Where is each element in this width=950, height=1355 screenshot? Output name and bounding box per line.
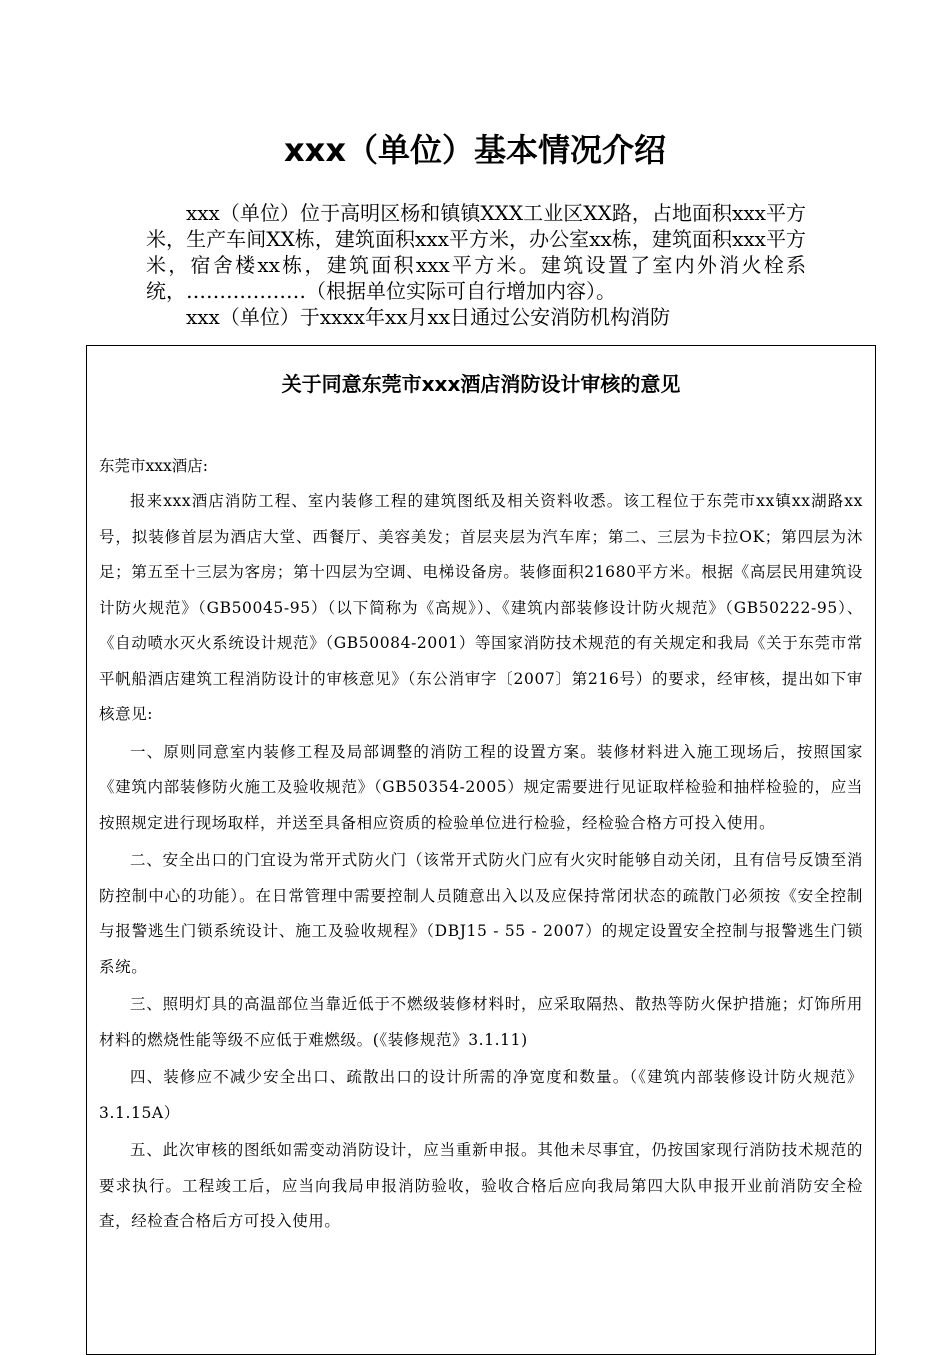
body-paragraph: 一、原则同意室内装修工程及局部调整的消防工程的设置方案。装修材料进入施工现场后，按照国家《建筑内部装修防火施工及验收规范》（GB50354-2005）规定需要进行见证取样检验和抽样检验的，应当按照规定进行现场取样，并送至具备相应资质的检验单位进行检验，经检验合格方可投入使用。 — [99, 742, 863, 832]
body-paragraph: 三、照明灯具的高温部位当靠近低于不燃级装修材料时，应采取隔热、散热等防火保护措施；灯饰所用材料的燃烧性能等级不应低于难燃级。(《装修规范》3.1.11) — [99, 995, 863, 1049]
body-paragraph: 二、安全出口的门宜设为常开式防火门（该常开式防火门应有火灾时能够自动关闭，且有信号反馈至消防控制中心的功能）。在日常管理中需要控制人员随意出入以及应保持常闭状态的疏散门必须按《安全控制与报警逃生门锁系统设计、施工及验收规程》（DBJ15 - 55 - 2007）的规定设置安全控制与报警逃生门锁系统。 — [99, 851, 863, 976]
page-title: xxx（单位）基本情况介绍 — [284, 131, 666, 169]
body-paragraph: 四、装修应不减少安全出口、疏散出口的设计所需的净宽度和数量。（《建筑内部装修设计防火规范》3.1.15A） — [99, 1068, 863, 1122]
approval-document — [86, 345, 876, 1355]
intro-section — [146, 200, 806, 330]
body-paragraph: 报来xxx酒店消防工程、室内装修工程的建筑图纸及相关资料收悉。该工程位于东莞市xx镇xx湖路xx号，拟装修首层为酒店大堂、西餐厅、美容美发；首层夹层为汽车库；第二、三层为卡拉OK；第四层为沐足；第五至十三层为客房；第十四层为空调、电梯设备房。装修面积21680平方米。根据《高层民用建筑设计防火规范》（GB50045-95）（以下简称为《高规》）、《建筑内部装修设计防火规范》（GB50222-95）、《自动喷水灭火系统设计规范》（GB50084-2001）等国家消防技术规范的有关规定和我局《关于东莞市常平帆船酒店建筑工程消防设计的审核意见》（东公消审字〔2007〕第216号）的要求，经审核，提出如下审核意见: — [99, 492, 863, 723]
document-title: 关于同意东莞市xxx酒店消防设计审核的意见 — [281, 372, 681, 396]
document-salutation: 东莞市xxx酒店: — [99, 457, 208, 475]
intro-paragraph: xxx（单位）于xxxx年xx月xx日通过公安消防机构消防 — [186, 305, 671, 329]
document-body — [99, 484, 863, 1240]
intro-paragraph: xxx（单位）位于高明区杨和镇镇XXX工业区XX路，占地面积xxx平方米，生产车间XX栋，建筑面积xxx平方米，办公室xx栋，建筑面积xxx平方米，宿舍楼xx栋，建筑面积xxx平方米。建筑设置了室内外消火栓系统，………………（根据单位实际可自行增加内容）。 — [146, 201, 806, 303]
body-paragraph: 五、此次审核的图纸如需变动消防设计，应当重新申报。其他未尽事宜，仍按国家现行消防技术规范的要求执行。工程竣工后，应当向我局申报消防验收，验收合格后应向我局第四大队申报开业前消防安全检查，经检查合格后方可投入使用。 — [99, 1141, 863, 1230]
